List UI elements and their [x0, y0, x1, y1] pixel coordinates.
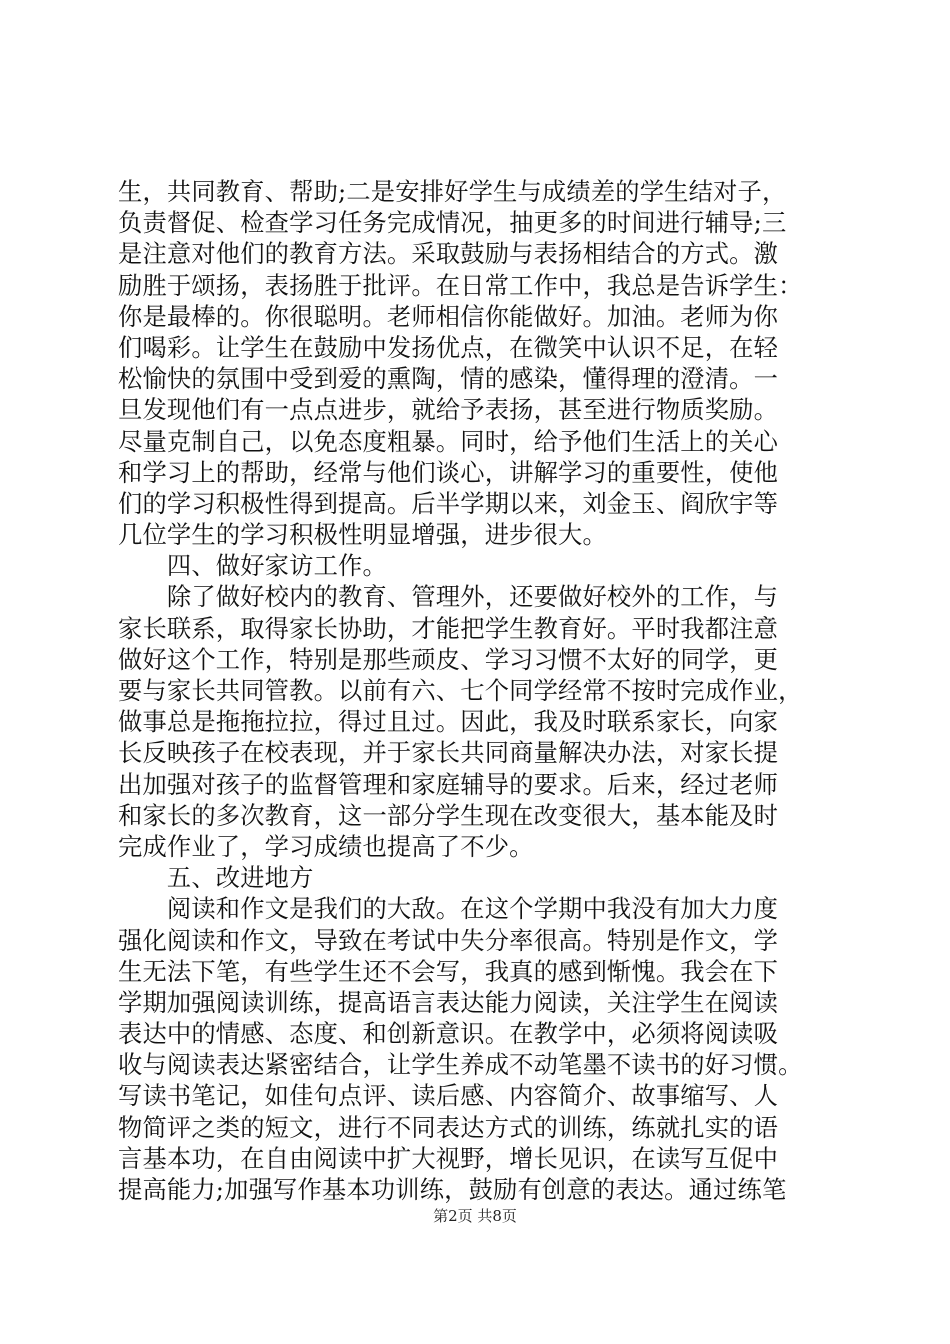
text-line: 言基本功，在自由阅读中扩大视野，增长见识，在读写互促中 — [118, 1143, 779, 1173]
text-line: 负责督促、检查学习任务完成情况，抽更多的时间进行辅导;三 — [118, 208, 787, 238]
text-line: 尽量克制自己，以免态度粗暴。同时，给予他们生活上的关心 — [118, 426, 779, 456]
text-line: 们喝彩。让学生在鼓励中发扬优点，在微笑中认识不足，在轻 — [118, 332, 779, 362]
text-line: 你是最棒的。你很聪明。老师相信你能做好。加油。老师为你 — [118, 301, 779, 331]
text-line: 物简评之类的短文，进行不同表达方式的训练，练就扎实的语 — [118, 1112, 779, 1142]
text-line: 学期加强阅读训练，提高语言表达能力阅读，关注学生在阅读 — [118, 987, 779, 1017]
text-line: 松愉快的氛围中受到爱的熏陶，情的感染，懂得理的澄清。一 — [118, 364, 779, 394]
text-line: 完成作业了，学习成绩也提高了不少。 — [118, 831, 534, 861]
text-line: 写读书笔记，如佳句点评、读后感、内容简介、故事缩写、人 — [118, 1081, 779, 1111]
text-line: 阅读和作文是我们的大敌。在这个学期中我没有加大力度 — [118, 894, 779, 924]
text-line: 做事总是拖拖拉拉，得过且过。因此，我及时联系家长，向家 — [118, 707, 779, 737]
text-line: 出加强对孩子的监督管理和家庭辅导的要求。后来，经过老师 — [118, 769, 779, 799]
text-line: 四、做好家访工作。 — [118, 551, 387, 581]
text-line: 表达中的情感、态度、和创新意识。在教学中，必须将阅读吸 — [118, 1019, 779, 1049]
text-line: 几位学生的学习积极性明显增强，进步很大。 — [118, 520, 607, 550]
text-line: 强化阅读和作文，导致在考试中失分率很高。特别是作文，学 — [118, 925, 779, 955]
text-line: 生无法下笔，有些学生还不会写，我真的感到惭愧。我会在下 — [118, 956, 779, 986]
text-line: 提高能力;加强写作基本功训练，鼓励有创意的表达。通过练笔 — [118, 1175, 787, 1204]
page-footer: 第2页 共8页 — [433, 1207, 517, 1225]
text-line: 旦发现他们有一点点进步，就给予表扬，甚至进行物质奖励。 — [118, 395, 779, 425]
text-line: 是注意对他们的教育方法。采取鼓励与表扬相结合的方式。激 — [118, 239, 779, 269]
text-line: 做好这个工作，特别是那些顽皮、学习习惯不太好的同学，更 — [118, 644, 779, 674]
text-line: 收与阅读表达紧密结合，让学生养成不动笔墨不读书的好习惯。 — [118, 1050, 803, 1080]
text-line: 励胜于颂扬，表扬胜于批评。在日常工作中，我总是告诉学生： — [118, 270, 803, 300]
text-line: 五、改进地方 — [118, 863, 314, 893]
text-line: 生，共同教育、帮助;二是安排好学生与成绩差的学生结对子， — [118, 177, 787, 206]
text-line: 和家长的多次教育，这一部分学生现在改变很大，基本能及时 — [118, 800, 779, 830]
text-line: 们的学习积极性得到提高。后半学期以来，刘金玉、阎欣宇等 — [118, 488, 779, 518]
text-line: 除了做好校内的教育、管理外，还要做好校外的工作，与 — [118, 582, 779, 612]
text-line: 要与家长共同管教。以前有六、七个同学经常不按时完成作业， — [118, 676, 803, 705]
text-line: 家长联系，取得家长协助，才能把学生教育好。平时我都注意 — [118, 613, 779, 643]
document-body — [118, 176, 848, 1205]
text-line: 和学习上的帮助，经常与他们谈心，讲解学习的重要性，使他 — [118, 457, 779, 487]
text-line: 长反映孩子在校表现，并于家长共同商量解决办法，对家长提 — [118, 738, 779, 768]
